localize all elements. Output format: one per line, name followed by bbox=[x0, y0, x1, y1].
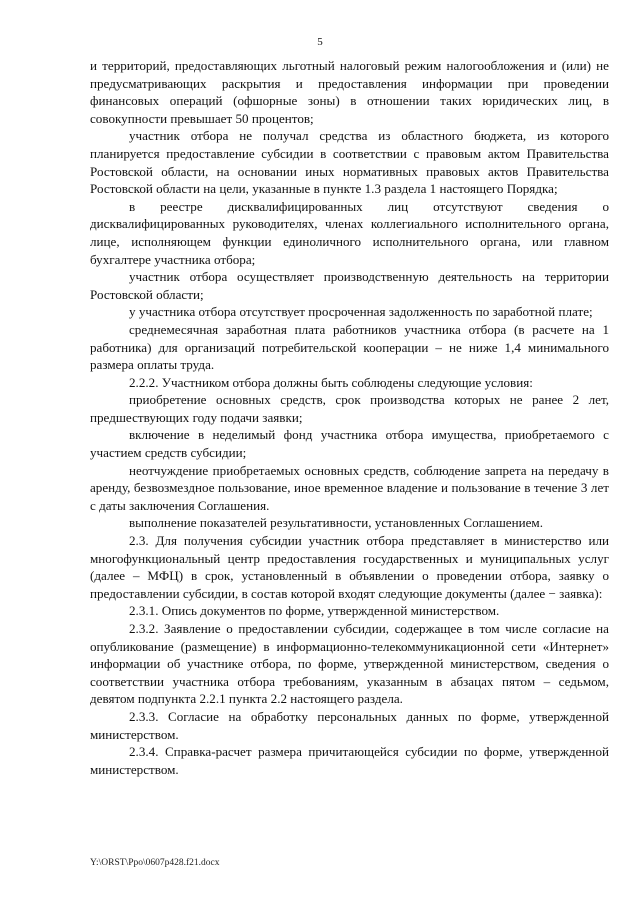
item-2-3-1: 2.3.1. Опись документов по форме, утвержденной министерством. bbox=[129, 603, 500, 619]
item-2-3-2: 2.3.2. Заявление о предоставлении субсидии, содержащее в том числе согласие на опубликование (размещение) в информационно-телекоммуникационной сети «Интернет» информации об участнике отбора, по форме, утвержденной министерством, сведения о соответствии участника отбора требованиям, указанным в абзацах пятом – седьмом, девятом подпункта 2.2.1 пункта 2.2 настоящего раздела. bbox=[90, 621, 609, 707]
paragraph: приобретение основных средств, срок производства которых не ранее 2 лет, предшествующих году подачи заявки; bbox=[90, 392, 609, 425]
section-heading-2-2-2: 2.2.2. Участником отбора должны быть соблюдены следующие условия: bbox=[129, 374, 533, 390]
paragraph: и территорий, предоставляющих льготный налоговый режим налогообложения и (или) не предусматривающих раскрытия и предоставления информации при проведении финансовых операций (офшорные зоны) в отношении таких юридических лиц, в совокупности превышает 50 процентов; bbox=[90, 58, 609, 126]
section-2-3: 2.3. Для получения субсидии участник отбора представляет в министерство или многофункциональный центр предоставления государственных и муниципальных услуг (далее – МФЦ) в срок, установленный в объявлении о проведении отбора, заявку о предоставлении субсидии, в состав которой входят следующие документы (далее − заявка): bbox=[90, 533, 609, 601]
paragraph: включение в неделимый фонд участника отбора имущества, приобретаемого с участием средств субсидии; bbox=[90, 427, 609, 461]
paragraph: выполнение показателей результативности, установленных Соглашением. bbox=[129, 515, 543, 531]
file-path-footer: Y:\ORST\Ppo\0607p428.f21.docx bbox=[90, 858, 220, 868]
paragraph: участник отбора осуществляет производственную деятельность на территории Ростовской области; bbox=[90, 269, 609, 302]
paragraph: в реестре дисквалифицированных лиц отсутствуют сведения о дисквалифицированных руководителях, членах коллегиального исполнительного органа, лице, исполняющем функции единоличного исполнительного органа, или главном бухгалтере участника отбора; bbox=[90, 198, 609, 267]
paragraph: у участника отбора отсутствует просроченная задолженность по заработной плате; bbox=[129, 304, 593, 320]
paragraph: участник отбора не получал средства из областного бюджета, из которого планируется предоставление субсидии в соответствии с правовым актом Правительства Ростовской области, на основании иных нормативных правовых актов Правительства Ростовской области на цели, указанные в пункте 1.3 раздела 1 настоящего Порядка; bbox=[90, 128, 609, 197]
document-body bbox=[90, 57, 609, 778]
item-2-3-4: 2.3.4. Справка-расчет размера причитающейся субсидии по форме, утвержденной министерством. bbox=[90, 744, 609, 777]
item-2-3-3: 2.3.3. Согласие на обработку персональных данных по форме, утвержденной министерством. bbox=[90, 708, 609, 742]
paragraph: среднемесячная заработная плата работников участника отбора (в расчете на 1 работника) для организаций потребительской кооперации – не ниже 1,4 минимального размера оплаты труда. bbox=[90, 321, 609, 373]
page-number: 5 bbox=[317, 36, 323, 48]
paragraph: неотчуждение приобретаемых основных средств, соблюдение запрета на передачу в аренду, безвозмездное пользование, иное временное владение и пользование в течение 3 лет с даты заключения Соглашения. bbox=[90, 462, 609, 513]
